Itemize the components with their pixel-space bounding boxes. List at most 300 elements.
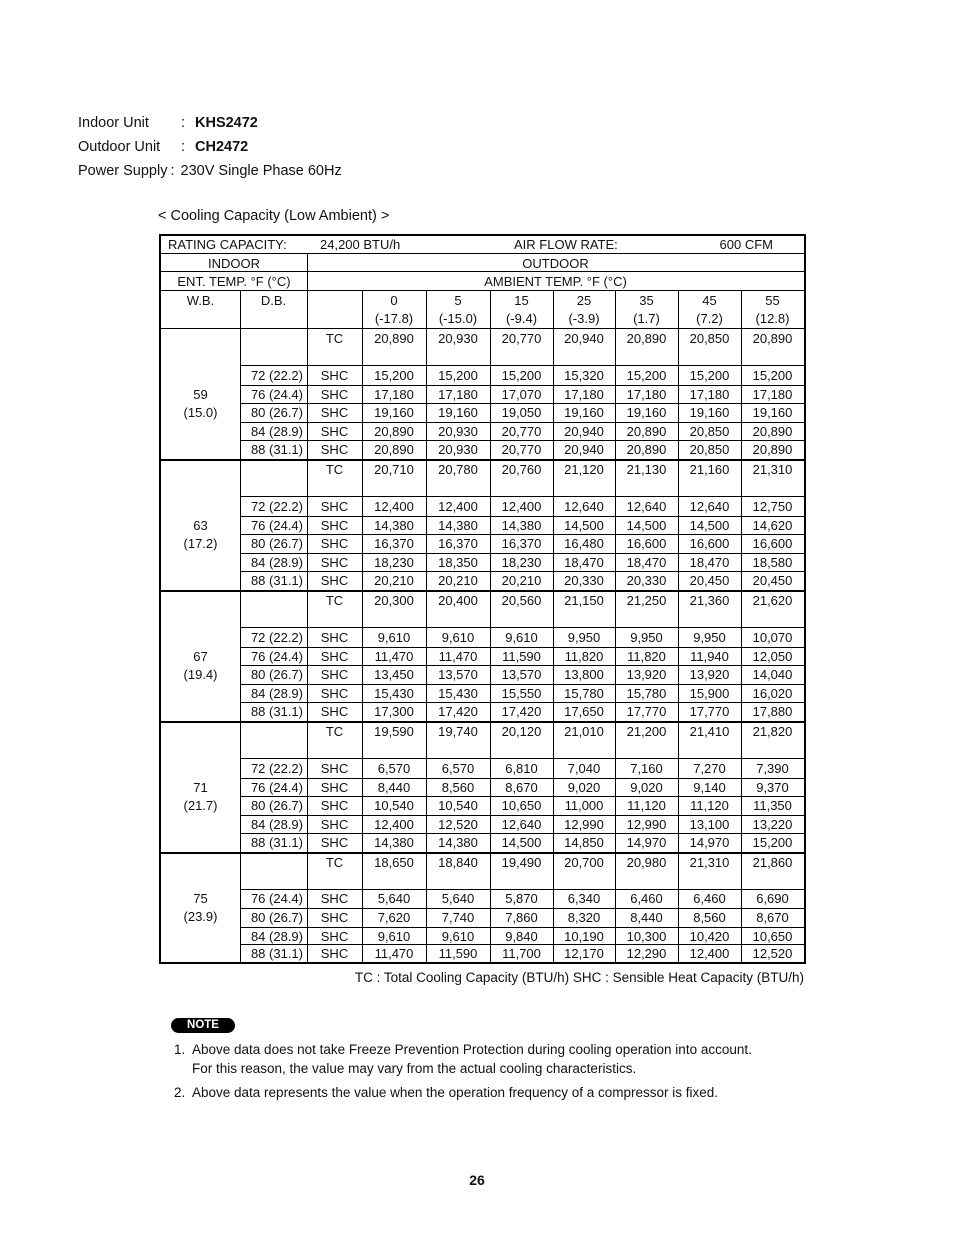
shc-value: 9,840 [505, 929, 538, 944]
shc-value: 9,610 [441, 630, 475, 645]
row-type-shc: SHC [320, 630, 349, 645]
shc-value: 17,070 [501, 387, 542, 402]
grid-line-horizontal [240, 496, 804, 497]
row-type-tc: TC [325, 593, 344, 608]
shc-value: 8,670 [505, 780, 538, 795]
tc-value: 20,890 [374, 331, 414, 346]
shc-value: 14,380 [438, 518, 478, 533]
ent-temp-header: ENT. TEMP. °F (°C) [177, 274, 291, 289]
shc-value: 12,520 [752, 946, 793, 961]
shc-value: 14,500 [501, 835, 542, 850]
db-header: D.B. [260, 293, 287, 308]
wet-bulb-temp-c: (19.4) [183, 667, 218, 682]
shc-value: 12,990 [626, 817, 667, 832]
note-text [192, 1040, 752, 1078]
shc-value: 19,160 [689, 405, 730, 420]
row-type-shc: SHC [320, 929, 349, 944]
shc-value: 10,300 [626, 929, 667, 944]
shc-value: 11,120 [627, 798, 666, 813]
wet-bulb-temp-f: 75 [193, 891, 208, 906]
outdoor-unit-row [78, 135, 342, 159]
note-line: For this reason, the value may vary from the actual cooling characteristics. [192, 1061, 637, 1076]
shc-value: 11,940 [690, 649, 729, 664]
tc-value: 21,820 [752, 724, 793, 739]
shc-value: 17,650 [564, 704, 604, 719]
row-type-shc: SHC [320, 780, 349, 795]
shc-value: 14,380 [438, 835, 478, 850]
shc-value: 16,370 [374, 536, 414, 551]
row-type-shc: SHC [320, 817, 349, 832]
note-text [192, 1083, 718, 1102]
shc-value: 8,440 [630, 910, 663, 925]
air-flow-label: AIR FLOW RATE: [514, 237, 618, 252]
shc-value: 14,040 [752, 667, 793, 682]
power-supply-value: 230V Single Phase 60Hz [180, 163, 342, 179]
shc-value: 17,770 [689, 704, 730, 719]
row-type-shc: SHC [320, 667, 349, 682]
shc-value: 12,400 [438, 499, 478, 514]
shc-value: 20,850 [689, 424, 730, 439]
dry-bulb-temp: 88 (31.1) [250, 573, 303, 588]
notes-list [174, 1040, 752, 1107]
row-type-shc: SHC [320, 536, 349, 551]
shc-value: 20,890 [374, 424, 414, 439]
shc-value: 8,320 [567, 910, 601, 925]
tc-value: 20,400 [438, 593, 478, 608]
shc-value: 12,640 [626, 499, 667, 514]
shc-value: 20,890 [374, 442, 414, 457]
shc-value: 18,470 [689, 555, 730, 570]
shc-value: 13,220 [752, 817, 793, 832]
shc-value: 20,210 [501, 573, 542, 588]
indoor-unit-row [78, 111, 342, 135]
shc-value: 10,650 [501, 798, 542, 813]
note-number: 1. [174, 1042, 186, 1057]
shc-value: 9,610 [377, 929, 411, 944]
shc-value: 7,160 [630, 761, 663, 776]
table-legend: TC : Total Cooling Capacity (BTU/h) SHC : Sensible Heat Capacity (BTU/h) [354, 970, 804, 985]
shc-value: 15,550 [501, 686, 542, 701]
row-type-tc: TC [325, 462, 344, 477]
shc-value: 14,380 [374, 835, 414, 850]
dry-bulb-temp: 72 (22.2) [250, 499, 303, 514]
shc-value: 13,100 [689, 817, 730, 832]
shc-value: 17,880 [752, 704, 793, 719]
tc-value: 21,310 [689, 855, 730, 870]
shc-value: 20,890 [752, 442, 793, 457]
shc-value: 6,570 [377, 761, 411, 776]
shc-value: 6,460 [693, 891, 726, 906]
tc-value: 20,850 [689, 331, 730, 346]
shc-value: 20,890 [752, 424, 793, 439]
shc-value: 15,320 [564, 368, 604, 383]
row-type-shc: SHC [320, 555, 349, 570]
tc-value: 20,940 [564, 331, 604, 346]
shc-value: 16,600 [752, 536, 793, 551]
shc-value: 10,540 [438, 798, 478, 813]
shc-value: 8,560 [693, 910, 726, 925]
shc-value: 16,020 [752, 686, 793, 701]
air-flow-value: 600 CFM [719, 237, 773, 252]
shc-value: 17,180 [564, 387, 604, 402]
shc-value: 10,420 [689, 929, 730, 944]
shc-value: 15,200 [689, 368, 730, 383]
shc-value: 11,820 [564, 649, 604, 664]
shc-value: 14,620 [752, 518, 793, 533]
tc-value: 21,410 [689, 724, 730, 739]
shc-value: 12,170 [564, 946, 604, 961]
dry-bulb-temp: 88 (31.1) [250, 442, 303, 457]
shc-value: 9,950 [567, 630, 601, 645]
row-type-shc: SHC [320, 368, 349, 383]
dry-bulb-temp: 76 (24.4) [250, 891, 303, 906]
tc-value: 20,930 [438, 331, 478, 346]
row-type-shc: SHC [320, 798, 349, 813]
dry-bulb-temp: 76 (24.4) [250, 518, 303, 533]
wb-header: W.B. [186, 293, 215, 308]
shc-value: 20,210 [374, 573, 414, 588]
tc-value: 21,120 [564, 462, 604, 477]
ambient-temp-f: 55 [765, 293, 780, 308]
shc-value: 19,160 [374, 405, 414, 420]
shc-value: 5,870 [505, 891, 538, 906]
tc-value: 20,770 [501, 331, 542, 346]
shc-value: 9,610 [441, 929, 475, 944]
ambient-temp-f: 35 [639, 293, 654, 308]
shc-value: 17,180 [374, 387, 414, 402]
note-line: Above data does not take Freeze Prevention Protection during cooling operation into account. [192, 1042, 752, 1057]
tc-value: 21,250 [626, 593, 667, 608]
shc-value: 17,180 [689, 387, 730, 402]
shc-value: 6,460 [630, 891, 663, 906]
shc-value: 7,860 [505, 910, 538, 925]
colon: : [181, 139, 186, 155]
shc-value: 15,200 [438, 368, 478, 383]
shc-value: 11,470 [374, 649, 414, 664]
shc-value: 9,950 [693, 630, 726, 645]
shc-value: 11,350 [753, 798, 792, 813]
shc-value: 17,420 [438, 704, 478, 719]
shc-value: 20,930 [438, 442, 478, 457]
shc-value: 15,780 [564, 686, 604, 701]
tc-value: 20,980 [626, 855, 667, 870]
ambient-temp-f: 0 [390, 293, 398, 308]
dry-bulb-temp: 80 (26.7) [250, 798, 303, 813]
shc-value: 11,590 [438, 946, 478, 961]
shc-value: 14,500 [564, 518, 604, 533]
shc-value: 13,570 [438, 667, 478, 682]
dry-bulb-temp: 72 (22.2) [250, 368, 303, 383]
shc-value: 12,750 [752, 499, 793, 514]
shc-value: 19,160 [626, 405, 667, 420]
tc-value: 20,780 [438, 462, 478, 477]
shc-value: 11,000 [564, 798, 604, 813]
wet-bulb-temp-f: 63 [193, 518, 208, 533]
tc-value: 21,160 [689, 462, 730, 477]
ambient-temp-f: 5 [454, 293, 462, 308]
shc-value: 12,400 [689, 946, 730, 961]
shc-value: 12,400 [374, 817, 414, 832]
note-badge: NOTE [171, 1018, 235, 1033]
row-type-shc: SHC [320, 387, 349, 402]
shc-value: 16,370 [501, 536, 542, 551]
note-item [174, 1040, 752, 1078]
colon: : [181, 115, 186, 131]
row-type-shc: SHC [320, 835, 349, 850]
shc-value: 9,020 [630, 780, 663, 795]
indoor-header: INDOOR [208, 256, 260, 271]
dry-bulb-temp: 84 (28.9) [250, 817, 303, 832]
shc-value: 15,200 [626, 368, 667, 383]
indoor-unit-model: KHS2472 [195, 115, 258, 131]
shc-value: 11,700 [502, 946, 541, 961]
shc-value: 6,810 [505, 761, 538, 776]
shc-value: 11,470 [438, 649, 478, 664]
shc-value: 7,040 [567, 761, 601, 776]
shc-value: 20,330 [564, 573, 604, 588]
wet-bulb-temp-c: (17.2) [183, 536, 218, 551]
shc-value: 9,950 [630, 630, 663, 645]
row-type-tc: TC [325, 855, 344, 870]
row-type-shc: SHC [320, 910, 349, 925]
shc-value: 6,340 [567, 891, 601, 906]
wet-bulb-temp-c: (15.0) [183, 405, 218, 420]
dry-bulb-temp: 88 (31.1) [250, 946, 303, 961]
tc-value: 18,840 [438, 855, 478, 870]
tc-value: 20,760 [501, 462, 542, 477]
grid-line-horizontal [161, 328, 804, 329]
ambient-temp-c: (-9.4) [505, 311, 538, 326]
shc-value: 20,940 [564, 424, 604, 439]
tc-value: 19,490 [501, 855, 542, 870]
tc-value: 20,710 [374, 462, 414, 477]
row-type-shc: SHC [320, 946, 349, 961]
wet-bulb-temp-f: 59 [193, 387, 208, 402]
shc-value: 20,450 [752, 573, 793, 588]
shc-value: 20,770 [501, 424, 542, 439]
shc-value: 20,210 [438, 573, 478, 588]
shc-value: 19,050 [501, 405, 542, 420]
shc-value: 12,640 [689, 499, 730, 514]
dry-bulb-temp: 84 (28.9) [250, 929, 303, 944]
shc-value: 12,400 [501, 499, 542, 514]
shc-value: 10,070 [752, 630, 793, 645]
shc-value: 14,380 [501, 518, 542, 533]
dry-bulb-temp: 72 (22.2) [250, 761, 303, 776]
shc-value: 20,850 [689, 442, 730, 457]
note-item [174, 1083, 752, 1102]
grid-line-horizontal [240, 365, 804, 366]
page-number: 26 [469, 1172, 485, 1188]
shc-value: 11,820 [627, 649, 666, 664]
shc-value: 9,140 [693, 780, 726, 795]
tc-value: 18,650 [374, 855, 414, 870]
row-type-tc: TC [325, 331, 344, 346]
tc-value: 21,360 [689, 593, 730, 608]
tc-value: 21,010 [564, 724, 604, 739]
shc-value: 15,200 [752, 835, 793, 850]
row-type-shc: SHC [320, 649, 349, 664]
row-type-shc: SHC [320, 518, 349, 533]
shc-value: 15,780 [626, 686, 667, 701]
shc-value: 5,640 [377, 891, 411, 906]
rating-capacity-label: RATING CAPACITY: [168, 237, 287, 252]
shc-value: 17,180 [438, 387, 478, 402]
tc-value: 20,890 [752, 331, 793, 346]
ambient-temp-header: AMBIENT TEMP. °F (°C) [484, 274, 627, 289]
shc-value: 5,640 [441, 891, 475, 906]
ambient-temp-f: 25 [576, 293, 592, 308]
wet-bulb-temp-c: (23.9) [183, 909, 218, 924]
shc-value: 20,450 [689, 573, 730, 588]
shc-value: 16,600 [689, 536, 730, 551]
note-line: Above data represents the value when the operation frequency of a compressor is fixed. [192, 1085, 719, 1100]
dry-bulb-temp: 84 (28.9) [250, 686, 303, 701]
cooling-capacity-table [159, 234, 806, 964]
shc-value: 8,670 [756, 910, 789, 925]
shc-value: 18,230 [374, 555, 414, 570]
tc-value: 20,120 [501, 724, 542, 739]
shc-value: 15,200 [374, 368, 414, 383]
row-type-shc: SHC [320, 424, 349, 439]
shc-value: 18,470 [626, 555, 667, 570]
row-type-shc: SHC [320, 442, 349, 457]
shc-value: 15,200 [752, 368, 793, 383]
indoor-unit-label: Indoor Unit [78, 115, 149, 131]
shc-value: 14,500 [689, 518, 730, 533]
shc-value: 20,940 [564, 442, 604, 457]
ambient-temp-c: (-17.8) [374, 311, 414, 326]
dry-bulb-temp: 84 (28.9) [250, 424, 303, 439]
row-type-tc: TC [325, 724, 344, 739]
shc-value: 11,470 [374, 946, 414, 961]
shc-value: 15,430 [438, 686, 478, 701]
dry-bulb-temp: 84 (28.9) [250, 555, 303, 570]
tc-value: 21,620 [752, 593, 793, 608]
shc-value: 13,920 [689, 667, 730, 682]
ambient-temp-c: (1.7) [633, 311, 660, 326]
row-type-shc: SHC [320, 686, 349, 701]
shc-value: 17,180 [752, 387, 793, 402]
ambient-temp-c: (12.8) [755, 311, 790, 326]
tc-value: 21,130 [626, 462, 667, 477]
outdoor-header: OUTDOOR [522, 256, 589, 271]
outdoor-unit-label: Outdoor Unit [78, 139, 161, 155]
shc-value: 20,330 [626, 573, 667, 588]
shc-value: 6,570 [441, 761, 475, 776]
rating-capacity-value: 24,200 BTU/h [320, 237, 401, 252]
shc-value: 18,470 [564, 555, 604, 570]
shc-value: 11,120 [690, 798, 729, 813]
shc-value: 16,480 [564, 536, 604, 551]
power-supply-row [78, 159, 342, 183]
tc-value: 20,700 [564, 855, 604, 870]
row-type-shc: SHC [320, 704, 349, 719]
colon: : [170, 163, 175, 179]
shc-value: 20,890 [626, 442, 667, 457]
shc-value: 7,390 [756, 761, 789, 776]
wet-bulb-temp-f: 67 [193, 649, 208, 664]
shc-value: 7,620 [377, 910, 411, 925]
dry-bulb-temp: 80 (26.7) [250, 536, 303, 551]
ambient-temp-c: (7.2) [696, 311, 723, 326]
unit-specs [78, 111, 342, 183]
shc-value: 13,920 [626, 667, 667, 682]
shc-value: 14,500 [626, 518, 667, 533]
shc-value: 13,800 [564, 667, 604, 682]
shc-value: 14,970 [626, 835, 667, 850]
shc-value: 7,740 [441, 910, 475, 925]
row-type-shc: SHC [320, 891, 349, 906]
dry-bulb-temp: 76 (24.4) [250, 649, 303, 664]
tc-value: 19,590 [374, 724, 414, 739]
dry-bulb-temp: 76 (24.4) [250, 780, 303, 795]
note-number: 2. [174, 1085, 186, 1100]
row-type-shc: SHC [320, 761, 349, 776]
shc-value: 12,520 [438, 817, 478, 832]
wet-bulb-temp-f: 71 [193, 780, 208, 795]
shc-value: 9,370 [756, 780, 789, 795]
wet-bulb-temp-c: (21.7) [183, 798, 218, 813]
dry-bulb-temp: 76 (24.4) [250, 387, 303, 402]
row-type-shc: SHC [320, 499, 349, 514]
shc-value: 19,160 [564, 405, 604, 420]
shc-value: 16,600 [626, 536, 667, 551]
shc-value: 18,350 [438, 555, 478, 570]
tc-value: 21,310 [752, 462, 793, 477]
grid-line-horizontal [240, 627, 804, 628]
shc-value: 19,160 [438, 405, 478, 420]
tc-value: 21,200 [626, 724, 667, 739]
ambient-temp-f: 15 [514, 293, 529, 308]
shc-value: 9,610 [505, 630, 538, 645]
shc-value: 10,190 [564, 929, 604, 944]
shc-value: 18,580 [752, 555, 793, 570]
ambient-temp-c: (-15.0) [438, 311, 478, 326]
shc-value: 12,640 [501, 817, 542, 832]
shc-value: 11,590 [502, 649, 541, 664]
shc-value: 9,020 [567, 780, 601, 795]
shc-value: 15,900 [689, 686, 730, 701]
tc-value: 21,150 [564, 593, 604, 608]
shc-value: 10,650 [752, 929, 793, 944]
dry-bulb-temp: 88 (31.1) [250, 835, 303, 850]
shc-value: 18,230 [501, 555, 542, 570]
shc-value: 20,770 [501, 442, 542, 457]
shc-value: 20,930 [438, 424, 478, 439]
ambient-temp-c: (-3.9) [568, 311, 600, 326]
shc-value: 17,180 [626, 387, 667, 402]
shc-value: 12,050 [752, 649, 793, 664]
shc-value: 20,890 [626, 424, 667, 439]
shc-value: 8,560 [441, 780, 475, 795]
dry-bulb-temp: 80 (26.7) [250, 405, 303, 420]
tc-value: 20,890 [626, 331, 667, 346]
shc-value: 12,990 [564, 817, 604, 832]
dry-bulb-temp: 80 (26.7) [250, 667, 303, 682]
shc-value: 17,420 [501, 704, 542, 719]
shc-value: 17,770 [626, 704, 667, 719]
table-caption: < Cooling Capacity (Low Ambient) > [158, 208, 390, 224]
dry-bulb-temp: 88 (31.1) [250, 704, 303, 719]
shc-value: 12,400 [374, 499, 414, 514]
shc-value: 14,380 [374, 518, 414, 533]
tc-value: 20,300 [374, 593, 414, 608]
shc-value: 8,440 [377, 780, 411, 795]
row-type-shc: SHC [320, 573, 349, 588]
shc-value: 6,690 [756, 891, 789, 906]
shc-value: 10,540 [374, 798, 414, 813]
